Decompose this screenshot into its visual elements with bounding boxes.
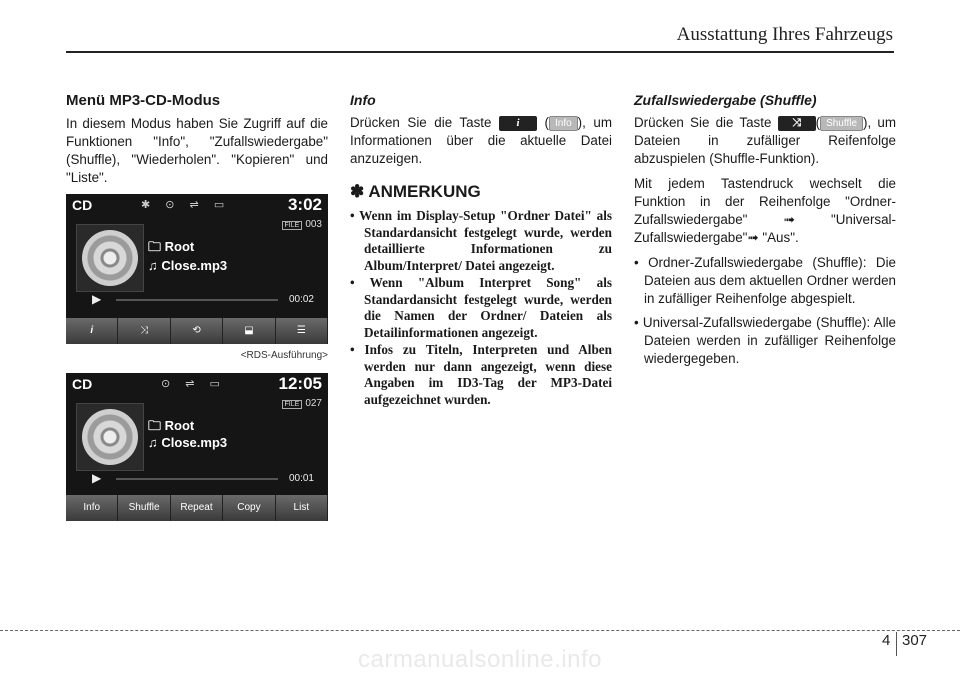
- section-heading-shuffle: Zufallswiedergabe (Shuffle): [634, 92, 817, 108]
- album-art: [76, 224, 144, 292]
- repeat-icon[interactable]: ⟲: [171, 318, 223, 344]
- play-icon: ▶: [92, 471, 102, 485]
- shuffle-key-label: Shuffle: [820, 116, 863, 131]
- shuffle-key-icon: ⤨: [778, 116, 816, 131]
- column-mp3-menu: [66, 92, 328, 194]
- info-button[interactable]: Info: [66, 495, 118, 521]
- section-heading-mp3-menu: Menü MP3-CD-Modus: [66, 92, 221, 109]
- note-heading: ✽ ANMERKUNG: [350, 182, 481, 201]
- status-icons: ⊙ ⇌ ▭: [161, 378, 226, 390]
- screen-clock: 12:05: [278, 374, 322, 393]
- folder-line: 🗀 Root: [148, 239, 195, 254]
- list-icon[interactable]: ☰: [276, 318, 328, 344]
- list-item: • Universal-Zufallswiedergabe (Shuffle): Alle Dateien werden in zufälliger Reihenfolge wiedergegeben.: [634, 315, 896, 366]
- running-header: Ausstattung Ihres Fahrzeugs: [676, 24, 893, 45]
- progress-bar: [116, 478, 278, 480]
- screen-mode: CD: [72, 376, 93, 392]
- page-number: 307: [902, 632, 928, 649]
- screen-status-bar: [66, 194, 328, 216]
- sequence-paragraph: Mit jedem Tastendruck wechselt die Funktion in der Reihenfolge "Ordner-Zufallswiedergabe" ➟ "Universal-Zufallswiedergabe"➟ "Aus".: [634, 176, 896, 245]
- shuffle-mode-list: [634, 254, 896, 368]
- note-item: • Infos zu Titeln, Interpreten und Alben werden nur dann angezeigt, wenn diese Angaben im ID3-Tag der MP3-Datei aufgezeichnet wurden.: [350, 342, 612, 407]
- elapsed-time: 00:02: [288, 294, 314, 305]
- chapter-number: 4: [882, 632, 891, 649]
- note-item: • Wenn im Display-Setup "Ordner Datei" als Standardansicht festgelegt wurde, werden detaillierte Informationen zu Album/Interpret/ Datei angezeigt.: [350, 208, 612, 273]
- note-list: [350, 208, 612, 408]
- section-heading-info: Info: [350, 92, 376, 108]
- shuffle-button[interactable]: Shuffle: [118, 495, 170, 521]
- softkey-bar-icons: [66, 318, 328, 344]
- cd-screen-standard: [66, 194, 328, 344]
- file-counter: FILE 003: [282, 219, 322, 230]
- shuffle-icon[interactable]: ⤨: [118, 318, 170, 344]
- disc-icon: [82, 230, 138, 286]
- note-item: • Wenn "Album Interpret Song" als Standardansicht festgelegt wurde, werden die Namen der Ordner/ Dateien als Detailinformationen angezeigt.: [350, 275, 612, 340]
- shuffle-paragraph: Drücken Sie die Taste ⤨ ( Shuffle ), um Dateien in zufälliger Reifenfolge abzuspielen (Shuffle-Funktion).: [634, 115, 896, 166]
- info-key-icon: i: [499, 116, 537, 131]
- list-button[interactable]: List: [276, 495, 328, 521]
- screen-clock: 3:02: [287, 195, 322, 214]
- copy-button[interactable]: Copy: [223, 495, 275, 521]
- list-item: • Ordner-Zufallswiedergabe (Shuffle): Die Dateien aus dem aktuellen Ordner werden in zufälliger Reihenfolge abgespielt.: [634, 255, 896, 306]
- progress-bar: [116, 299, 278, 301]
- footer-rule: [0, 630, 960, 631]
- repeat-button[interactable]: Repeat: [171, 495, 223, 521]
- folder-line: 🗀 Root: [148, 418, 195, 433]
- disc-icon: [82, 409, 138, 465]
- intro-paragraph: In diesem Modus haben Sie Zugriff auf die Funktionen "Info", "Zufallswiedergabe" (Shuffle), "Wiederholen". "Kopieren" und "Liste".: [66, 116, 328, 185]
- column-info: [350, 92, 612, 409]
- figure-caption: <RDS-Ausführung>: [240, 350, 328, 361]
- info-icon[interactable]: i: [66, 318, 118, 344]
- info-paragraph: Drücken Sie die Taste i ( Info ), um Informationen über die aktuelle Datei anzuzeigen.: [350, 115, 612, 166]
- album-art: [76, 403, 144, 471]
- track-line: ♫ Close.mp3: [148, 435, 228, 450]
- track-line: ♫ Close.mp3: [148, 258, 228, 273]
- column-shuffle: [634, 92, 896, 374]
- info-key-label: Info: [549, 116, 578, 131]
- play-icon: ▶: [92, 292, 102, 306]
- softkey-bar-labels: [66, 495, 328, 521]
- elapsed-time: 00:01: [288, 473, 314, 484]
- screen-mode: CD: [72, 197, 93, 213]
- header-rule: [66, 51, 894, 53]
- watermark: carmanualsonline.info: [358, 646, 602, 673]
- cd-screen-rds: [66, 373, 328, 521]
- copy-icon[interactable]: ⬓: [223, 318, 275, 344]
- screen-status-bar: [66, 373, 328, 395]
- status-icons: ✱ ⊙ ⇌ ▭: [141, 199, 231, 211]
- file-counter: FILE 027: [282, 398, 322, 409]
